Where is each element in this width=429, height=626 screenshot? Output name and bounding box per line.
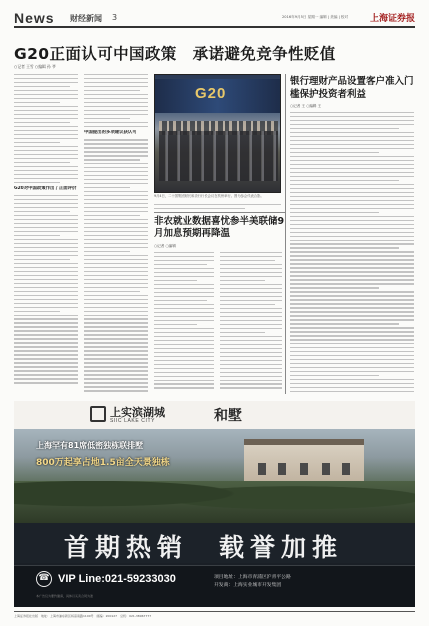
lead-headline: G20正面认可中国政策 承诺避免竞争性贬值: [14, 45, 336, 63]
lead-column-2: [84, 74, 148, 394]
ad-line-2: 800万起享占地1.5亩全天景独栋: [36, 458, 170, 468]
lead-column-1: [14, 74, 78, 394]
issue-meta: 2016年9月5日 星期一 编辑 | 美编 | 校对: [282, 15, 349, 19]
phone-icon: ☎: [36, 571, 52, 587]
right-story-byline: ○记者 王 ○编辑 王: [290, 104, 322, 108]
second-story-byline: ○记者 ○编辑: [154, 244, 176, 248]
lead-subhead-1: G20对中国政策作出了正面评价: [14, 185, 77, 191]
ad-vip-line: VIP Line:021-59233030: [58, 573, 176, 585]
body-text-block: [154, 204, 281, 209]
body-text-block: [14, 74, 78, 183]
brand-logo-icon: [90, 406, 106, 422]
ad-slogan: 首期热销 载誉加推: [64, 533, 344, 562]
page-number: 3: [112, 13, 118, 22]
body-text-block: [14, 195, 78, 384]
second-story-body-2: [220, 252, 282, 394]
ad-project: 和墅: [214, 408, 242, 424]
ad-developer: 开发商：上海实业城市开发集团: [214, 583, 282, 588]
photo-people-front-row: [159, 131, 278, 181]
body-text-block: [220, 252, 282, 389]
lead-subhead-2: 中国提出的多项建议获认可: [84, 130, 137, 136]
story-divider: [154, 212, 285, 213]
ad-line-1: 上海罕有81席低密独栋联排墅: [36, 441, 144, 450]
ad-fine-print: 本广告仅为要约邀请，具体以买卖合同为准: [36, 594, 94, 598]
real-estate-ad: [14, 401, 415, 607]
page-header: [14, 10, 415, 28]
body-text-block: [84, 139, 148, 391]
masthead-logo: 上海证券报: [369, 14, 415, 24]
g20-group-photo: [154, 74, 281, 193]
footer-text: 上海证券报社出版 地址：上海市浦东新区杨高南路1100号 邮编：200127 总机：021-38967777: [14, 614, 152, 618]
second-story-headline: 非农就业数据喜忧参半美联储9月加息预期再降温: [154, 216, 285, 239]
body-text-block: [84, 74, 148, 127]
ad-brand-en: SIIC LAKE CITY: [110, 418, 156, 424]
body-text-block: [154, 252, 214, 389]
section-label: News: [14, 10, 55, 26]
second-story-body-1: [154, 252, 214, 394]
trees-image: [14, 481, 415, 523]
lead-byline: ○记者 王雪 ○编辑 孙 爷: [14, 64, 56, 69]
ad-brand: 上实滨湖城: [110, 406, 165, 419]
page-footer: [14, 611, 415, 619]
section-title: 财经新闻: [70, 14, 102, 23]
photo-banner-text: G20: [195, 85, 227, 102]
photo-caption: 9月4日，二十国集团财长和央行行长会议在杭州举行。图为参会代表合影。: [154, 194, 264, 198]
body-text-block: [290, 112, 414, 394]
right-story-body: [290, 112, 414, 394]
right-story-headline: 银行理财产品设置客户准入门槛保护投资者利益: [290, 76, 414, 100]
ad-address: 项目地址：上海市青浦区沪青平公路: [214, 575, 291, 580]
